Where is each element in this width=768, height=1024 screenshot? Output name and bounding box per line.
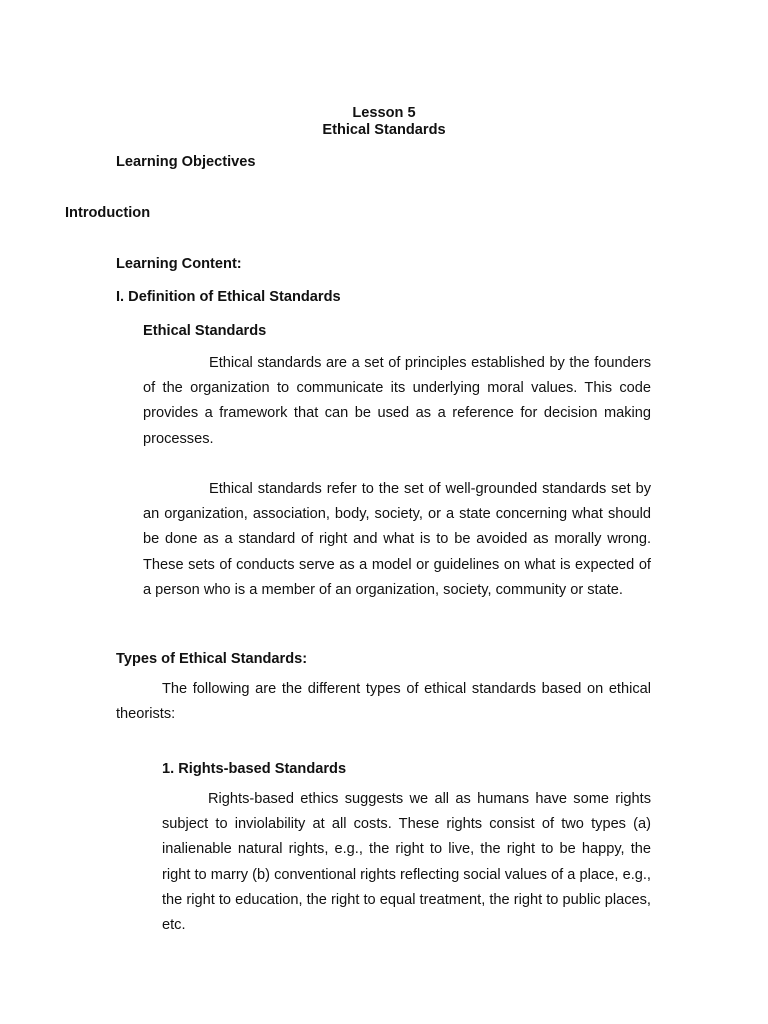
paragraph-definition-2: Ethical standards refer to the set of well-grounded standards set by an organization, association, body, society, or a state concerning what should be done as a standard of right and what is to be avoided as morally wrong. These sets of conducts serve as a model or guidelines on what is expected of a person who is a member of an organization, society, community or state. <box>143 481 651 598</box>
heading-types-of-standards: Types of Ethical Standards: <box>116 651 308 667</box>
heading-learning-content: Learning Content: <box>116 256 242 272</box>
paragraph-definition-1: Ethical standards are a set of principles established by the founders of the organization to communicate its underlying moral values. This code provides a framework that can be used as a reference for decision making processes. <box>143 355 651 447</box>
paragraph-types-intro: The following are the different types of ethical standards based on ethical theorists: <box>116 681 651 723</box>
heading-learning-objectives: Learning Objectives <box>116 154 256 170</box>
heading-rights-based: 1. Rights-based Standards <box>162 761 347 777</box>
heading-section-definition: I. Definition of Ethical Standards <box>116 289 341 305</box>
lesson-number: Lesson 5 <box>352 105 416 121</box>
heading-ethical-standards: Ethical Standards <box>143 323 267 339</box>
paragraph-rights-based: Rights-based ethics suggests we all as humans have some rights subject to inviolability at all costs. These rights consist of two types (a) inalienable natural rights, e.g., the right to live, the right to be happy, the right to marry (b) conventional rights reflecting social values of a place, e.g., the right to education, the right to equal treatment, the right to public places, etc. <box>162 791 651 934</box>
page-title: Ethical Standards <box>322 122 446 138</box>
heading-introduction: Introduction <box>65 205 151 221</box>
